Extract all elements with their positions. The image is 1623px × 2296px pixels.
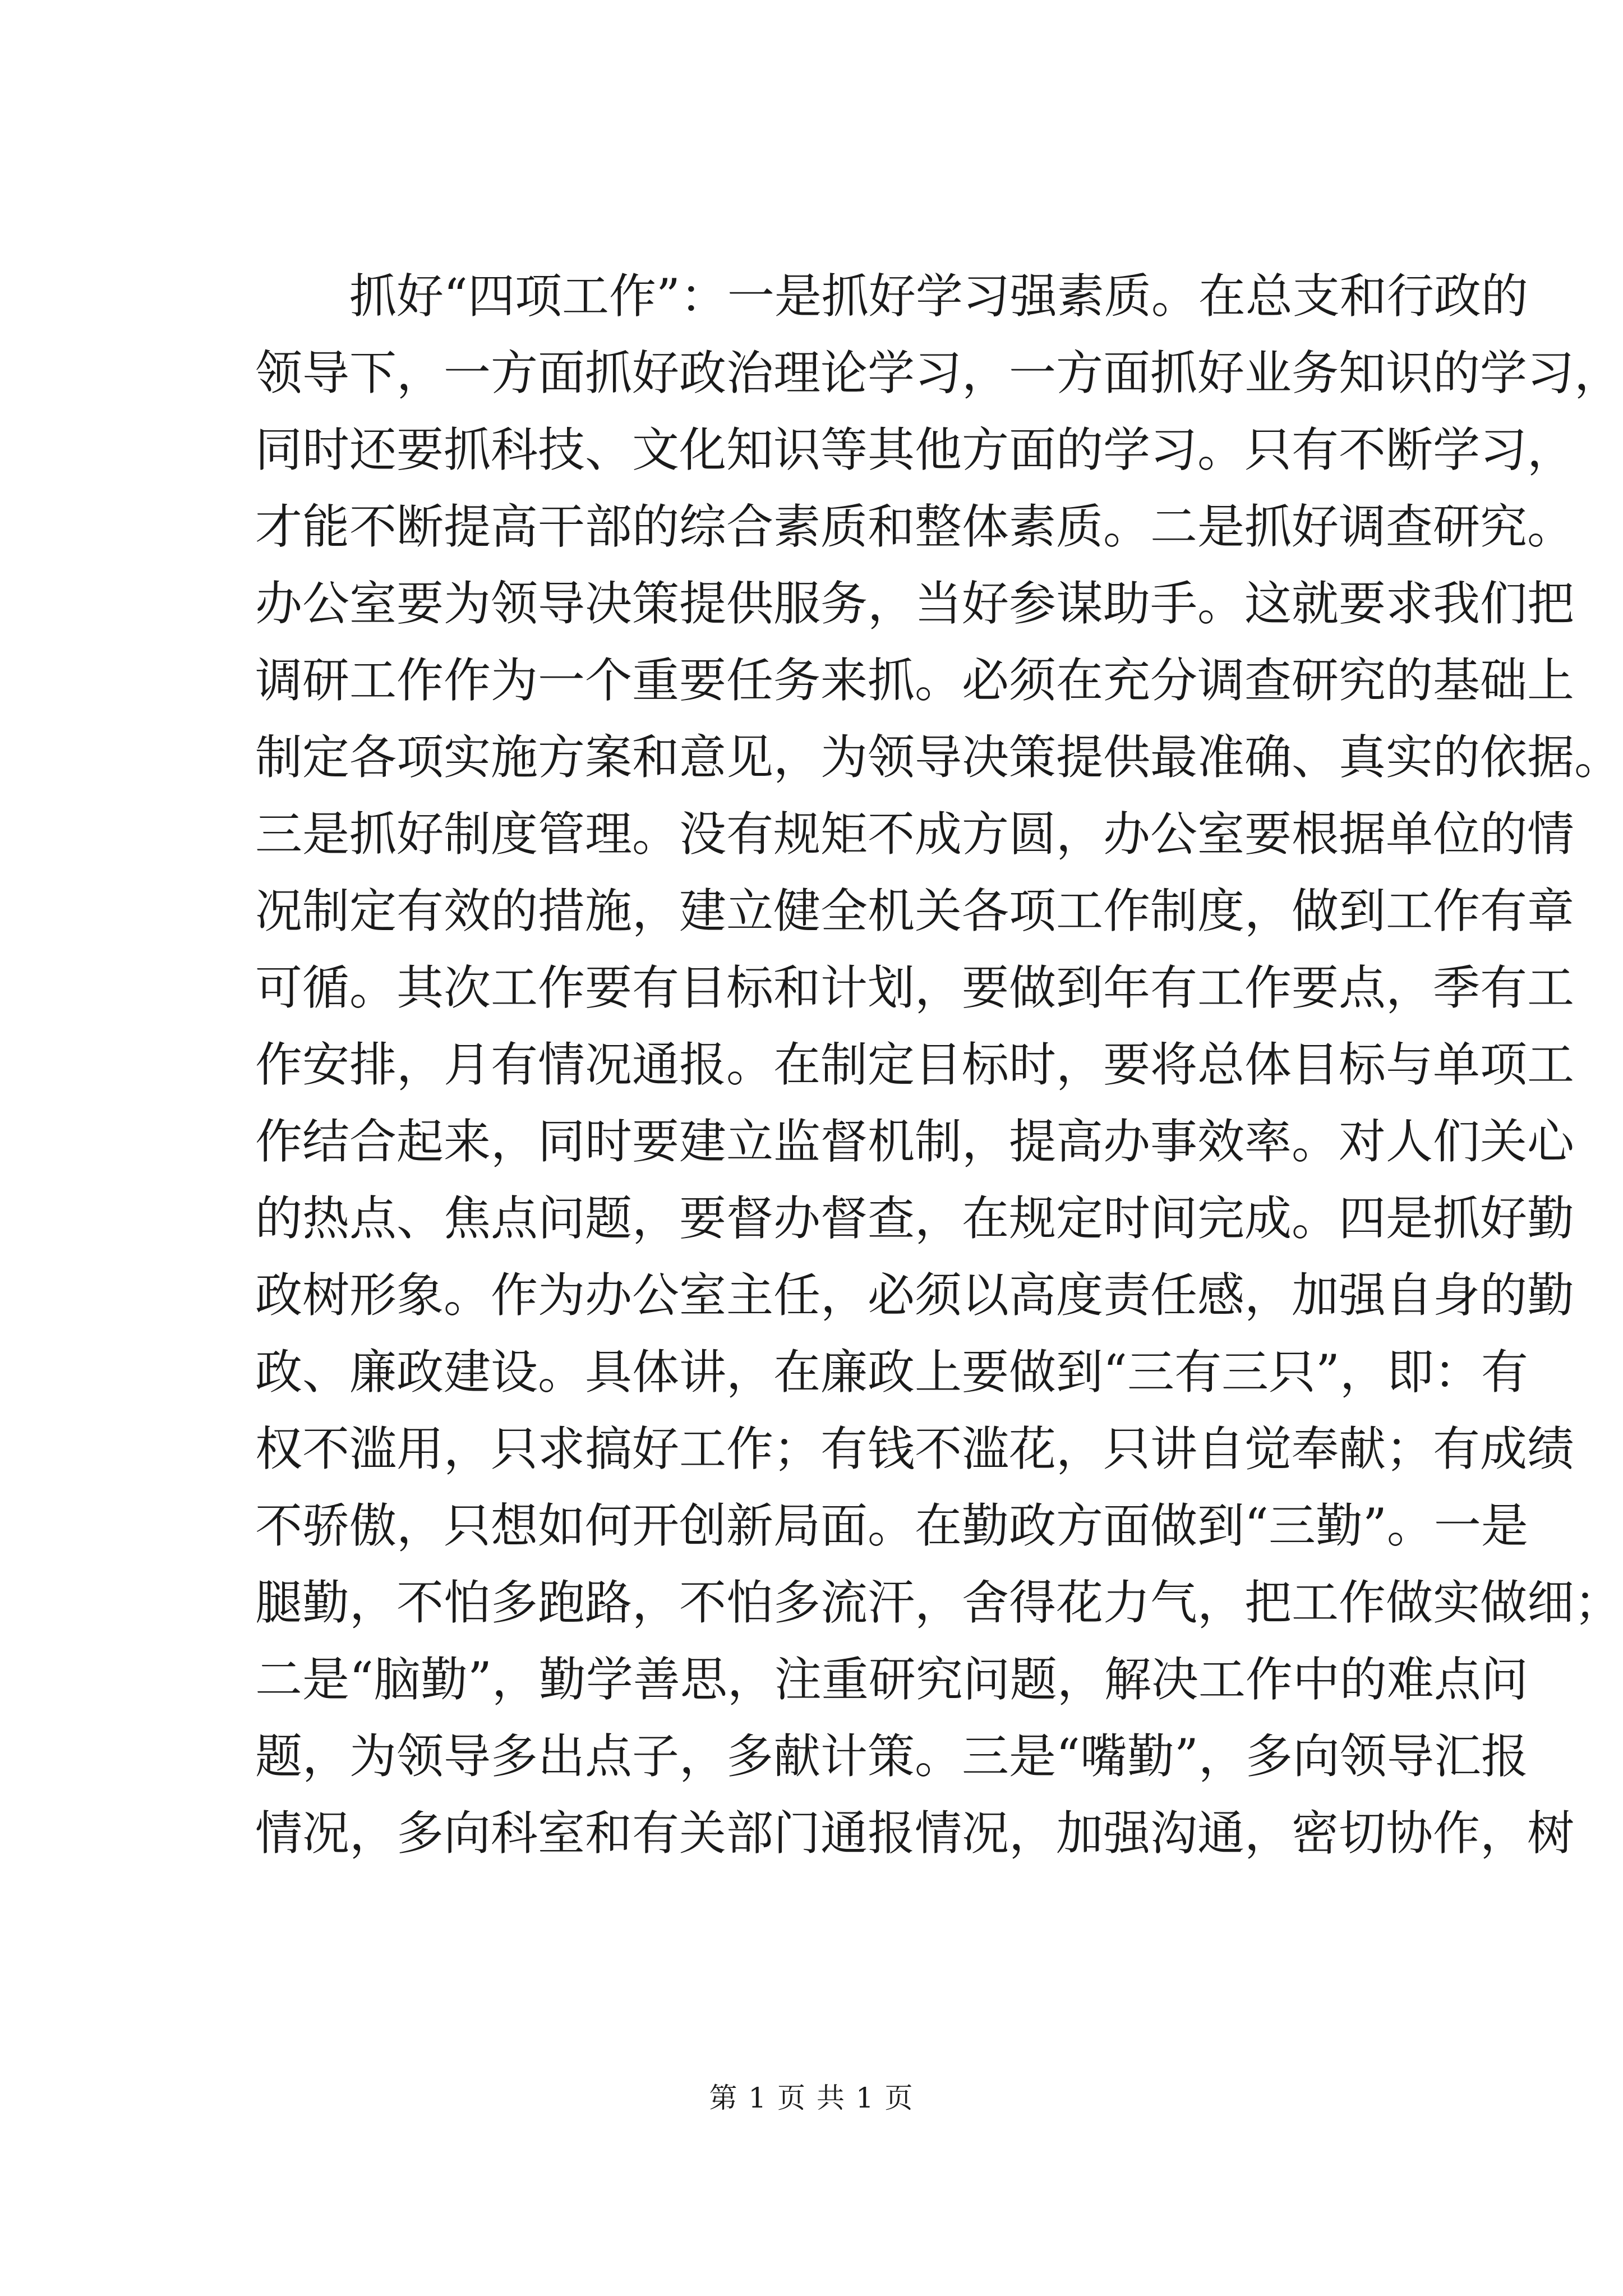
text-line: 可循。其次工作要有目标和计划，要做到年有工作要点，季有工 [255, 960, 1575, 1015]
text-line: 况制定有效的措施，建立健全机关各项工作制度，做到工作有章 [255, 884, 1575, 938]
text-line: 才能不断提高干部的综合素质和整体素质。二是抓好调查研究。 [255, 499, 1575, 554]
text-line: 作结合起来，同时要建立监督机制，提高办事效率。对人们关心 [255, 1114, 1575, 1169]
text-line: 权不滥用，只求搞好工作；有钱不滥花，只讲自觉奉献；有成绩 [255, 1421, 1575, 1476]
text-line: 同时还要抓科技、文化知识等其他方面的学习。只有不断学习， [255, 422, 1575, 477]
text-line: 政树形象。作为办公室主任，必须以高度责任感，加强自身的勤 [255, 1268, 1575, 1323]
page-number-footer: 第 1 页 共 1 页 [709, 2082, 914, 2114]
text-line: 腿勤，不怕多跑路，不怕多流汗，舍得花力气，把工作做实做细； [255, 1575, 1622, 1630]
text-line: 三是抓好制度管理。没有规矩不成方圆，办公室要根据单位的情 [255, 807, 1575, 862]
text-line: 二是“脑勤”，勤学善思，注重研究问题，解决工作中的难点问 [255, 1652, 1528, 1707]
body-paragraph [255, 258, 1622, 1872]
text-line: 政、廉政建设。具体讲，在廉政上要做到“三有三只”，即：有 [255, 1345, 1528, 1400]
text-line: 抓好“四项工作”：一是抓好学习强素质。在总支和行政的 [255, 269, 1528, 324]
text-line: 不骄傲，只想如何开创新局面。在勤政方面做到“三勤”。一是 [255, 1498, 1528, 1553]
text-line: 办公室要为领导决策提供服务，当好参谋助手。这就要求我们把 [255, 576, 1575, 631]
text-line: 调研工作作为一个重要任务来抓。必须在充分调查研究的基础上 [255, 653, 1575, 708]
text-line: 作安排，月有情况通报。在制定目标时，要将总体目标与单项工 [255, 1037, 1575, 1092]
text-line: 制定各项实施方案和意见，为领导决策提供最准确、真实的依据。 [255, 730, 1622, 785]
text-line: 情况，多向科室和有关部门通报情况，加强沟通，密切协作，树 [255, 1806, 1575, 1861]
text-line: 题，为领导多出点子，多献计策。三是“嘴勤”，多向领导汇报 [255, 1729, 1528, 1784]
text-line: 领导下，一方面抓好政治理论学习，一方面抓好业务知识的学习， [255, 346, 1622, 401]
text-line: 的热点、焦点问题，要督办督查，在规定时间完成。四是抓好勤 [255, 1191, 1575, 1246]
